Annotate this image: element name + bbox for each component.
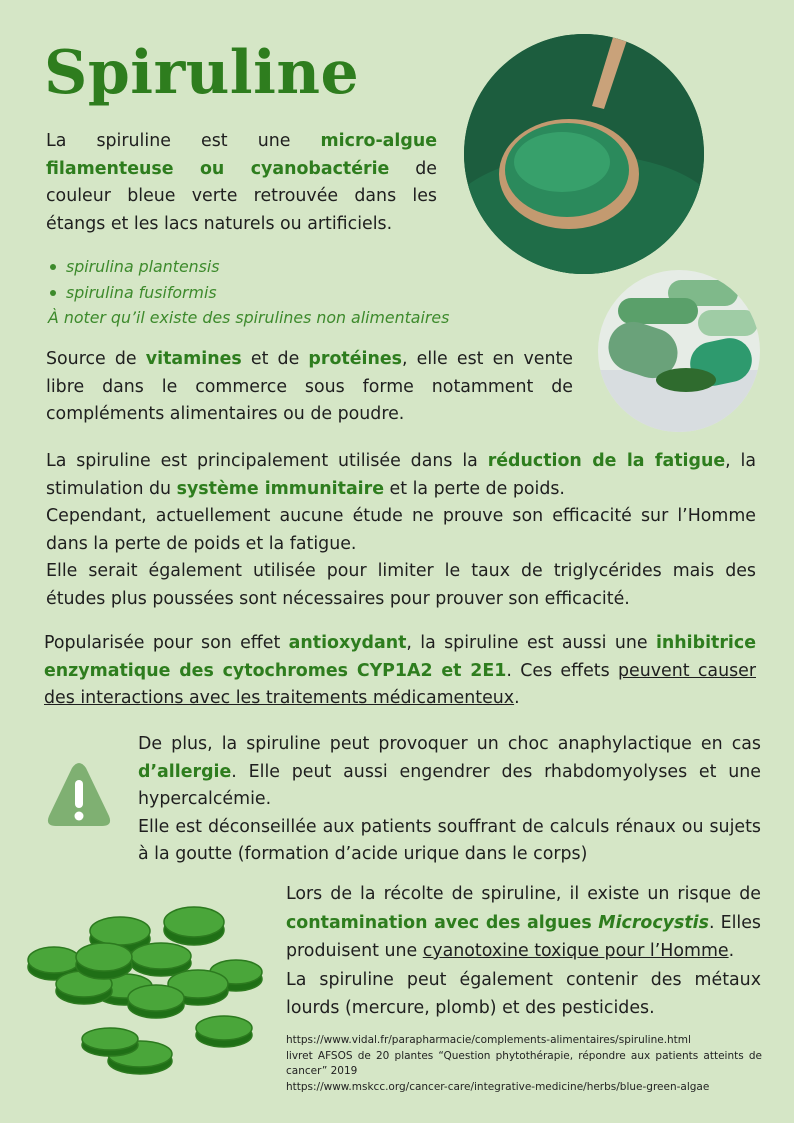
warning-section [138,731,761,869]
reference-item: livret AFSOS de 20 plantes “Question phytothérapie, répondre aux patients atteints de cancer” 2019 [286,1049,762,1077]
spirulina-powder-spoon-image [464,34,704,274]
usage-triglycerides-paragraph: Elle serait également utilisée pour limiter le taux de triglycérides mais des études plus poussées sont nécessaires pour prouver son efficacité. [46,561,756,609]
usage-evidence-paragraph: Cependant, actuellement aucune étude ne prouve son efficacité sur l’Homme dans la perte de poids et la fatigue. [46,506,756,554]
warning-icon [46,760,112,830]
page-title: Spiruline [44,38,360,108]
list-item: spirulina fusiformis [46,280,486,306]
intro-paragraph: La spiruline est une micro-algue filamenteuse ou cyanobactérie de couleur bleue verte retrouvée dans les étangs et les lacs naturels ou artificiels. [46,131,437,234]
source-paragraph: Source de vitamines et de protéines, elle est en vente libre dans le commerce sous forme notamment de compléments alimentaires ou de poudre. [46,349,573,424]
heavy-metals-paragraph: La spiruline peut également contenir des métaux lourds (mercure, plomb) et des pesticides. [286,969,761,1018]
reference-link[interactable]: https://www.vidal.fr/parapharmacie/complements-alimentaires/spiruline.html [286,1034,691,1046]
list-item: spirulina plantensis [46,254,486,280]
spirulina-tablets-illustration [26,895,266,1085]
contamination-paragraph: Lors de la récolte de spiruline, il existe un risque de contamination avec des algues Microcystis. Elles produisent une cyanotoxine toxique pour l’Homme. [286,884,761,961]
reference-link[interactable]: https://www.mskcc.org/cancer-care/integrative-medicine/herbs/blue-green-algae [286,1080,710,1093]
contraindication-paragraph: Elle est déconseillée aux patients souffrant de calculs rénaux ou sujets à la goutte (formation d’acide urique dans le corps) [138,816,761,864]
references [286,1033,762,1095]
species-list [46,254,486,331]
usage-paragraph: La spiruline est principalement utilisée dans la réduction de la fatigue, la stimulation du système immunitaire et la perte de poids. [46,451,757,499]
allergy-paragraph: De plus, la spiruline peut provoquer un choc anaphylactique en cas d’allergie. Elle peut aussi engendrer des rhabdomyolyses et une hypercalcémie. [138,734,761,809]
contamination-section [286,880,761,1023]
species-note: À noter qu’il existe des spirulines non alimentaires [48,308,450,327]
usage-section [46,448,756,613]
spirulina-capsules-image [598,270,760,432]
antioxidant-paragraph: Popularisée pour son effet antioxydant, la spiruline est aussi une inhibitrice enzymatique des cytochromes CYP1A2 et 2E1. Ces effets peuvent causer des interactions avec les traitements médicamenteux. [44,633,756,708]
